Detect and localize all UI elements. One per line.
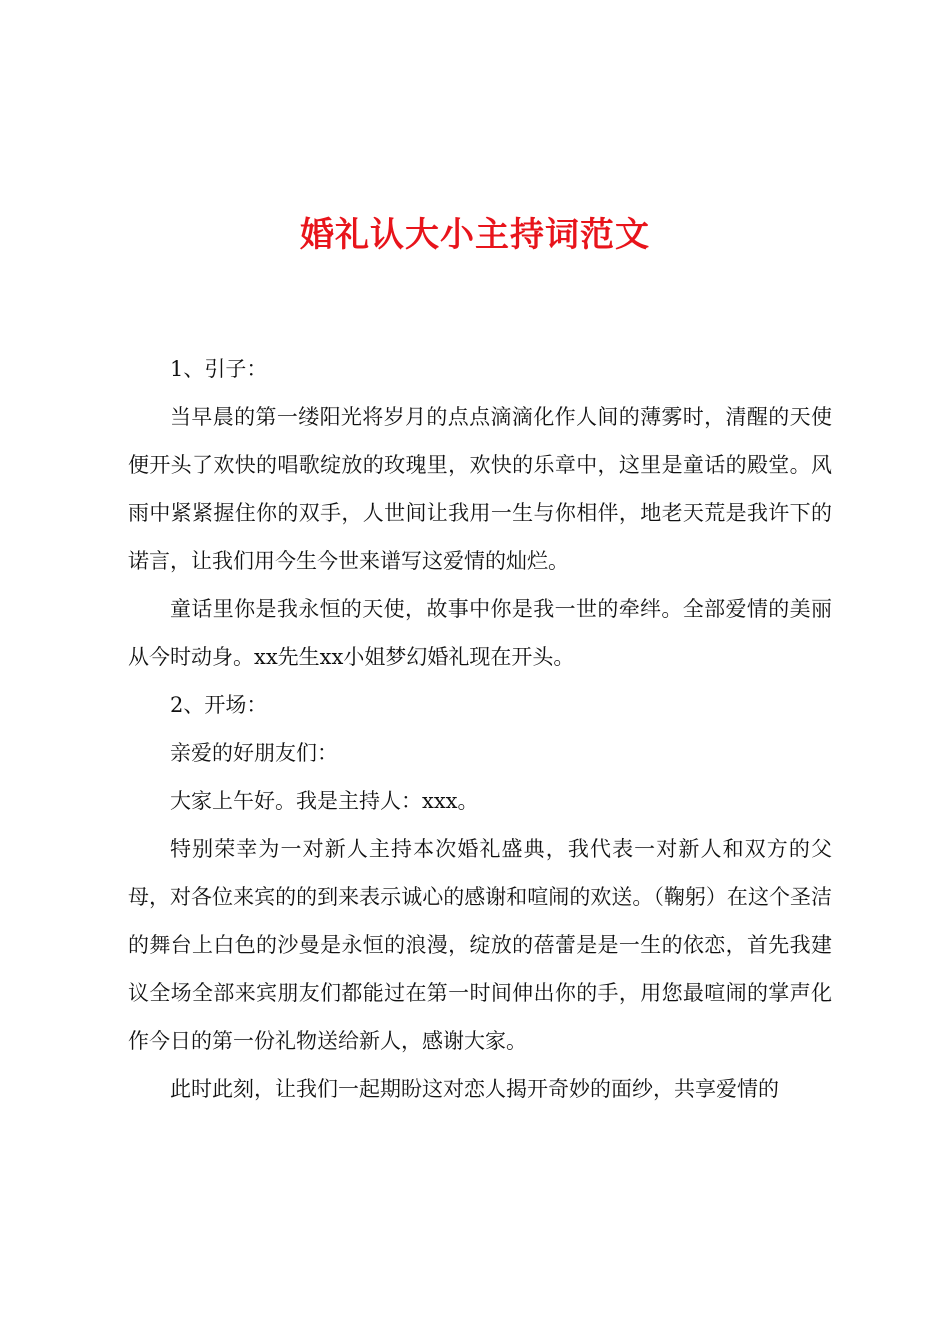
paragraph-greeting: 亲爱的好朋友们： <box>170 741 338 765</box>
paragraph-thanks: 特别荣幸为一对新人主持本次婚礼盛典，我代表一对新人和双方的父母，对各位来宾的的到来表示诚心的感谢和喧闹的欢送。（鞠躬）在这个圣洁的舞台上白色的沙曼是永恒的浪漫，绽放的蓓蕾是是一生的依恋，首先我建议全场全部来宾朋友们都能过在第一时间伸出你的手，用您最喧闹的掌声化作今日的第一份礼物送给新人，感谢大家。 <box>128 837 832 1053</box>
paragraph-host-intro: 大家上午好。我是主持人：xxx。 <box>170 789 479 813</box>
paragraph-moment: 此时此刻，让我们一起期盼这对恋人揭开奇妙的面纱，共享爱情的 <box>170 1077 779 1101</box>
paragraph-fairy-tale: 童话里你是我永恒的天使，故事中你是我一世的牵绊。全部爱情的美丽从今时动身。xx先生xx小姐梦幻婚礼现在开头。 <box>128 597 832 669</box>
paragraph-section-1-heading: 1、引子： <box>170 357 268 381</box>
document-body <box>128 345 832 1113</box>
paragraph-intro: 当早晨的第一缕阳光将岁月的点点滴滴化作人间的薄雾时，清醒的天使便开头了欢快的唱歌绽放的玫瑰里，欢快的乐章中，这里是童话的殿堂。风雨中紧紧握住你的双手，人世间让我用一生与你相伴，地老天荒是我许下的诺言，让我们用今生今世来谱写这爱情的灿烂。 <box>128 405 832 573</box>
paragraph-section-2-heading: 2、开场： <box>170 693 268 717</box>
document-title: 婚礼认大小主持词范文 <box>300 215 650 255</box>
